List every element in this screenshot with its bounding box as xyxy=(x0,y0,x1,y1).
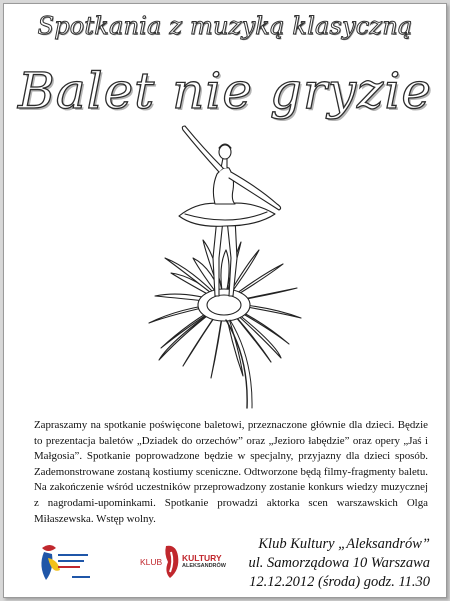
klub-kultury-logo xyxy=(140,542,226,582)
venue-name: Klub Kultury „Aleksandrów” xyxy=(258,536,430,552)
logo-figure-icon xyxy=(162,542,182,582)
poster-subtitle: Spotkania z muzyką klasyczną xyxy=(37,12,413,40)
venue-info xyxy=(248,535,430,592)
logo-kultury-text: KULTURY xyxy=(182,553,222,563)
venue-street: ul. Samorządowa 10 Warszawa xyxy=(248,555,430,571)
logo-blue-shape xyxy=(41,552,52,580)
ballerina-on-flower-illustration xyxy=(99,108,349,413)
children-program-logo xyxy=(34,540,98,586)
event-datetime: 12.12.2012 (środa) godz. 11.30 xyxy=(249,574,430,590)
logo-red-shape xyxy=(42,545,56,551)
poster-page xyxy=(3,3,447,598)
ballerina xyxy=(179,126,281,296)
daisy-center xyxy=(198,289,250,321)
logo-aleksandrow-text: ALEKSANDRÓW xyxy=(182,563,226,569)
poster-title: Balet nie gryzie xyxy=(18,62,432,120)
event-description: Zapraszamy na spotkanie poświęcone baletowi, przeznaczone głównie dla dzieci. Będzie to prezentacja baletów „Dziadek do orzechów” oraz „Jezioro łabędzie” oraz opery „Jaś i Małgosia”. Spotkanie poprowadzone będzie w specjalny, przyjazny dla dzieci sposób. Zademonstrowane zostaną kostiumy sceniczne. Odtworzone będą filmy-fragmenty baletu. Na zakończenie wśród uczestników przeprowadzony zostanie konkurs wiedzy muzycznej z nagrodami-upominkami. Spotkanie prowadzi aktorka scen warszawskich Olga Miłaszewska. Wstęp wolny. xyxy=(34,419,428,525)
logo-klub-text: KLUB xyxy=(140,557,163,567)
